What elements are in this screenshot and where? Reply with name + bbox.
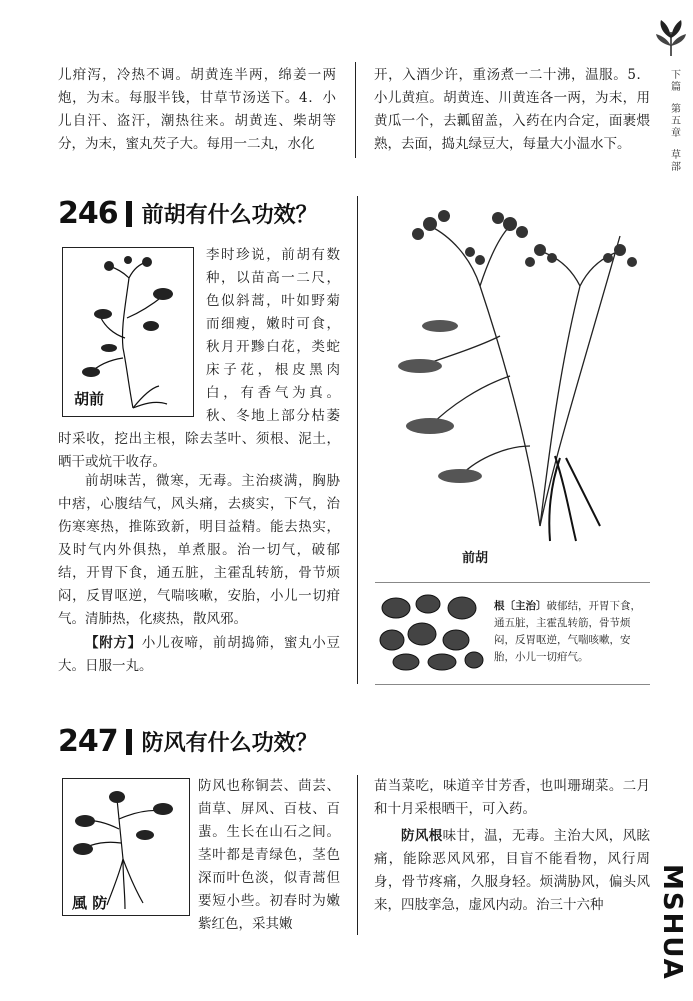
prescription-tag: 【附方】 — [85, 635, 142, 651]
qianhu-box-label: 胡前 — [74, 390, 105, 408]
root-note-text: 破郁结，开胃下食，通五脏，主霍乱转筋，骨节烦闷，反胃呕逆，气喘咳嗽，安胎，小儿一切疳气。 — [494, 600, 641, 663]
section-247-number: 247 — [58, 724, 118, 759]
section-247-heading — [58, 724, 318, 759]
column-divider-246 — [357, 196, 358, 684]
fangfeng-root-paragraph — [374, 825, 650, 917]
watermark-text: MSHUA — [657, 864, 687, 981]
qianhu-plant-illustration — [380, 196, 650, 546]
section-246-title: 前胡有什么功效？ — [141, 203, 318, 228]
fangfeng-box-label: 風 防 — [72, 894, 108, 912]
column-divider-top — [355, 62, 356, 158]
side-part: 下篇 — [671, 70, 681, 93]
root-note — [494, 598, 650, 666]
leaf-logo-icon — [655, 18, 687, 58]
qianhu-prescription-paragraph — [58, 632, 340, 678]
section-247-title: 防风有什么功效？ — [141, 731, 318, 756]
section-246-heading — [58, 196, 318, 231]
qianhu-intro-text: 李时珍说，前胡有数种，以苗高一二尺，色似斜蒿，叶如野菊而细瘦，嫩时可食，秋月开黪白花，类蛇床子花，根皮黑肉白，有香气为真。秋、冬地上部分枯萎时采收，挖出主根，除去茎叶、须根、泥土，晒干或炕干收存。 — [58, 244, 340, 474]
heading-bar — [126, 729, 132, 755]
qianhu-effects-paragraph: 前胡味苦，微寒，无毒。主治痰满，胸胁中痞，心腹结气，风头痛，去痰实，下气，治伤寒寒热，推陈致新，明目益精。能去热实，及时气内外俱热，单煮服。治一切气，破郁结，开胃下食，通五脏，主霍乱转筋，骨节烦闷，反胃呕逆，气喘咳嗽，安胎，小儿一切疳气。清肺热，化痰热，散风邪。 — [58, 473, 340, 627]
text-wrap-spacer — [58, 244, 206, 424]
root-box-top-rule — [375, 582, 650, 583]
column-divider-247 — [357, 775, 358, 935]
root-box-bottom-rule — [375, 684, 650, 685]
section-246-number: 246 — [58, 196, 118, 231]
prescription-text: 小儿夜啼，前胡捣筛，蜜丸小豆大。日服一丸。 — [58, 635, 341, 674]
qianhu-root-slices-illustration — [376, 590, 484, 672]
qianhu-intro-paragraph — [58, 244, 340, 474]
fangfeng-root-label: 防风根 — [401, 828, 443, 844]
fangfeng-root-text: 味甘，温，无毒。主治大风，风眩痛，能除恶风风邪，目盲不能看物，风行周身，骨节疼痛，久服身轻。烦满胁风，偏头风来，四肢挛急，虚风内动。治三十六种 — [374, 828, 651, 913]
qianhu-plant-caption: 前胡 — [462, 551, 489, 566]
side-chapter: 第五章 — [671, 104, 681, 139]
heading-bar — [126, 201, 132, 227]
top-left-paragraph: 儿疳泻，冷热不调。胡黄连半两，绵姜一两炮，为末。每服半钱，甘草节汤送下。4．小儿自汗、盗汗，潮热往来。胡黄连、柴胡等分，为末，蜜丸芡子大。每用一二丸，水化 — [58, 67, 336, 152]
top-right-paragraph: 开，入酒少许，重汤煮一二十沸，温服。5．小儿黄疸。胡黄连、川黄连各一两，为末，用黄瓜一个，去瓤留盖，入药在内合定，面裹煨熟，去面，捣丸绿豆大，每量大小温水下。 — [374, 67, 650, 152]
fangfeng-continue-paragraph: 苗当菜吃，味道辛甘芳香，也叫珊瑚菜。二月和十月采根晒干，可入药。 — [374, 778, 650, 817]
root-note-label: 根〔主治〕 — [494, 600, 547, 612]
side-section: 草部 — [671, 150, 681, 173]
fangfeng-intro-paragraph: 防风也称铜芸、茴芸、茴草、屏风、百枝、百蜚。生长在山石之间。茎叶都是青绿色，茎色深而叶色淡，似青蒿但要短小些。初春时为嫩紫红色，采其嫩 — [198, 778, 340, 932]
